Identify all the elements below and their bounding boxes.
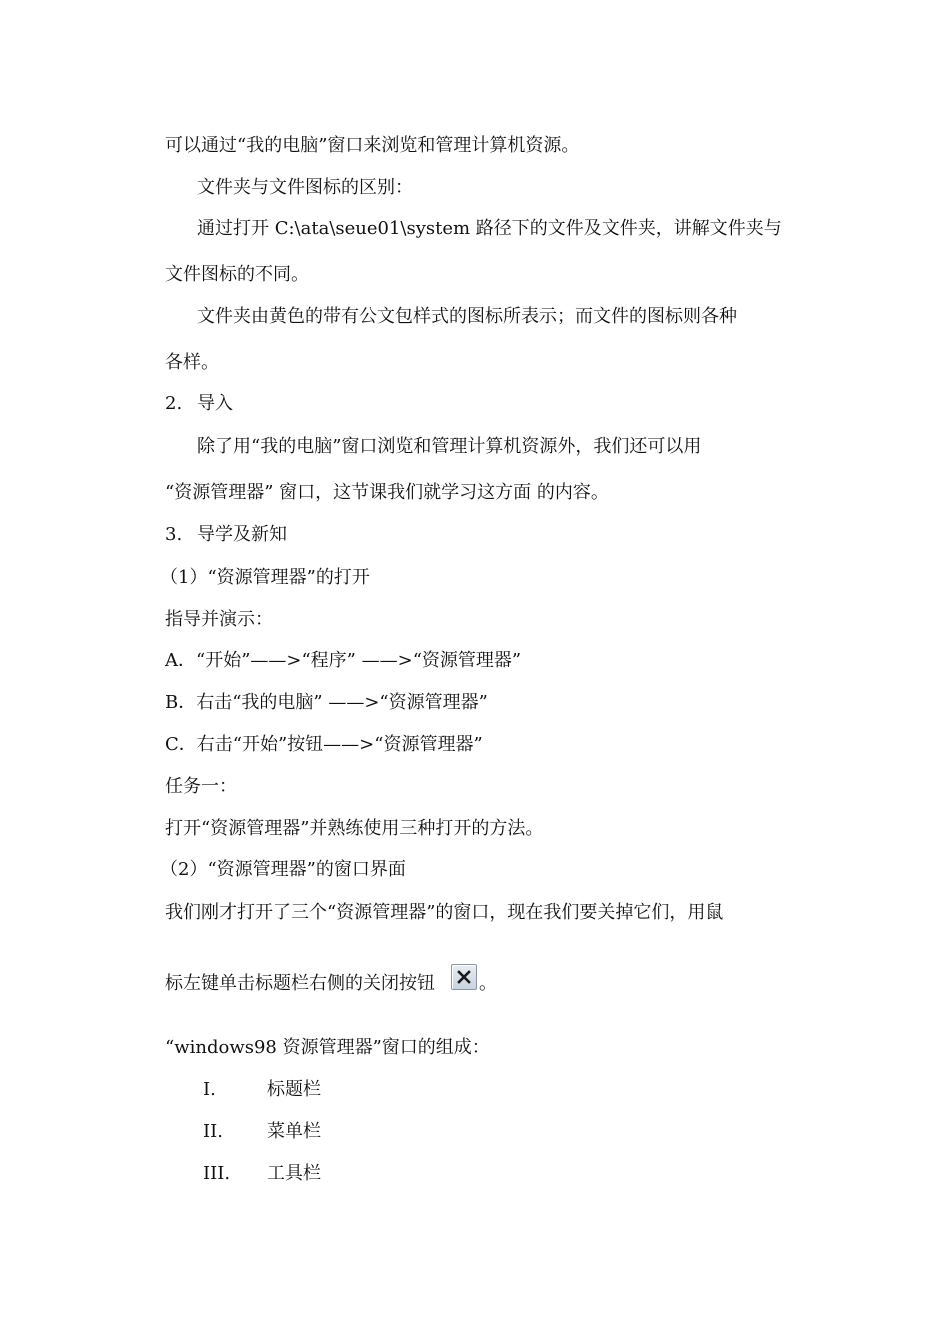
- section-heading: 导学及新知: [197, 524, 287, 545]
- paragraph-line: 各样。: [165, 352, 219, 373]
- component-item: 工具栏: [267, 1163, 321, 1184]
- paragraph-line: 任务一：: [165, 776, 237, 797]
- list-item: B．右击“我的电脑” ——>“资源管理器”: [165, 692, 488, 713]
- paragraph-line: 通过打开 C:\ata\seue01\system 路径下的文件及文件夹，讲解文件夹与: [197, 218, 782, 239]
- paragraph-line: 标左键单击标题栏右侧的关闭按钮: [165, 973, 435, 994]
- roman-numeral: I.: [203, 1079, 216, 1100]
- subsection-heading: （1）“资源管理器”的打开: [160, 567, 370, 588]
- paragraph-line: “windows98 资源管理器”窗口的组成：: [165, 1037, 490, 1058]
- paragraph-line: 文件图标的不同。: [165, 264, 309, 285]
- roman-numeral: III.: [203, 1163, 231, 1184]
- paragraph-line: 指导并演示：: [165, 609, 273, 630]
- close-x-icon: [451, 964, 477, 990]
- list-number: 3.: [165, 524, 183, 545]
- paragraph-line: 文件夹与文件图标的区别：: [197, 177, 413, 198]
- paragraph-line: 文件夹由黄色的带有公文包样式的图标所表示；而文件的图标则各种: [197, 306, 737, 327]
- sentence-end-mark: 。: [479, 973, 497, 994]
- paragraph-line: 我们刚才打开了三个“资源管理器”的窗口，现在我们要关掉它们，用鼠: [165, 902, 724, 923]
- section-heading: 导入: [197, 393, 233, 414]
- list-number: 2.: [165, 393, 183, 414]
- paragraph-line: 可以通过“我的电脑”窗口来浏览和管理计算机资源。: [165, 135, 580, 156]
- roman-numeral: II.: [203, 1121, 223, 1142]
- close-x-glyph: [457, 970, 471, 984]
- paragraph-line: 除了用“我的电脑”窗口浏览和管理计算机资源外，我们还可以用: [197, 436, 702, 457]
- paragraph-line: 打开“资源管理器”并熟练使用三种打开的方法。: [165, 818, 544, 839]
- component-item: 菜单栏: [267, 1121, 321, 1142]
- subsection-heading: （2）“资源管理器”的窗口界面: [160, 859, 406, 880]
- paragraph-line: “资源管理器” 窗口，这节课我们就学习这方面 的内容。: [165, 482, 609, 503]
- list-item: C．右击“开始”按钮——>“资源管理器”: [165, 734, 483, 755]
- list-item: A．“开始”——>“程序” ——>“资源管理器”: [165, 650, 522, 671]
- component-item: 标题栏: [267, 1079, 321, 1100]
